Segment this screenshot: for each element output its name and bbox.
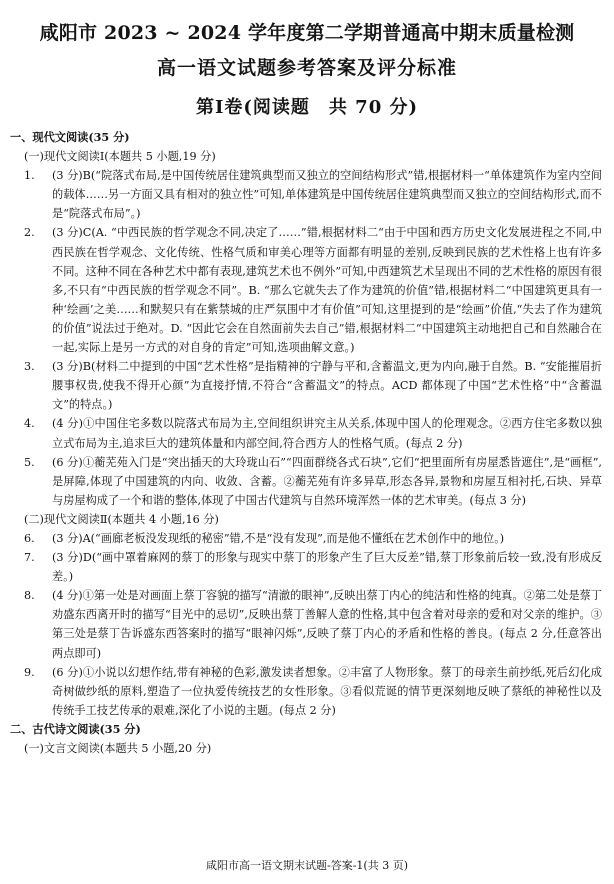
answer-key-title: 高一语文试题参考答案及评分标准	[156, 57, 457, 79]
volume-title: 第Ⅰ卷(阅读题 共 70 分)	[195, 97, 419, 118]
subsection-heading-reading-1: (一)现代文阅读Ⅰ(本题共 5 小题,19 分)	[24, 150, 216, 164]
question-5	[10, 453, 604, 510]
question-4	[10, 414, 604, 452]
question-answer: (3 分)D(“画中罩着麻网的蔡丁的形象与现实中蔡丁的形象产生了巨大反差”错,蔡丁形象前后较一致,没有形成反差。)	[52, 551, 602, 584]
answer-content	[10, 128, 604, 758]
question-answer: (4 分)①第一处是对画面上蔡丁容貌的描写“清澈的眼神”,反映出蔡丁内心的纯洁和性格的纯真。②第二处是蔡丁劝盛东西离开时的描写“目光中的忌切”,反映出蔡丁善解人意的性格,其中包含着对母亲的爱和对父亲的维护。③第三处是蔡丁告诉盛东西答案时的描写“眼神闪烁”,反映了蔡丁内心的矛盾和性格的善良。(每点 2 分,任意答出两点即可)	[52, 589, 602, 660]
question-1	[10, 166, 604, 223]
question-number: 3.	[24, 360, 35, 374]
question-6	[10, 529, 604, 548]
question-answer: (3 分)C(A. “中西民族的哲学观念不同,决定了……”错,根据材料二“由于中国和西方历史文化发展进程之不同,中西民族在哲学观念、文化传统、性格气质和审美心理等方面都有明显的差别,反映到民族的艺术性格上也有许多不同。这种不同在各种艺术中都有表现,建筑艺术也不例外”可知,中西建筑艺术呈现出不同的艺术性格的原因有很多,不只有“中西民族的哲学观念不同”。B. “那么它就失去了作为建筑的价值”错,根据材料二“中国建筑更具有一种‘绘画’之美……和默契只有在紫禁城的庄严氛围中才有价值”可知,这里提到的是“绘画”价值,“失去了作为建筑的价值”说法过于绝对。D. “因此它会在自然面前失去自己”错,根据材料二“中国建筑主动地把自己和自然融合在一起,实际上是另一方式的对自身的肯定”可知,选项曲解文意。)	[52, 226, 602, 355]
question-3	[10, 357, 604, 414]
question-number: 2.	[24, 226, 35, 240]
question-answer: (4 分)①中国住宅多数以院落式布局为主,空间组织讲究主从关系,体现中国人的伦理观念。②西方住宅多数以独立式布局为主,追求巨大的建筑体量和内部空间,符合西方人的性格气质。(每点 2 分)	[52, 417, 602, 450]
question-number: 5.	[24, 455, 35, 469]
question-number: 7.	[24, 551, 35, 565]
question-number: 9.	[24, 665, 35, 679]
question-answer: (3 分)B(材料二中提到的中国“艺术性格”是指精神的宁静与平和,含蓄温文,更为内向,融于自然。B. “安能摧眉折腰事权贵,使我不得开心颜”为直接抒情,不符合“含蓄温文”的特点。ACD 都体现了中国“艺术性格”中“含蓄温文”的特点。)	[52, 360, 602, 412]
question-answer: (6 分)①小说以幻想作结,带有神秘的色彩,激发读者想象。②丰富了人物形象。蔡丁的母亲生前抄纸,死后幻化成奇树做纱纸的原料,塑造了一位执爱传统技艺的女性形象。③看似荒诞的情节更深刻地反映了蔡纸的神秘性以及传统手工技艺传承的艰难,深化了小说的主题。(每点 2 分)	[52, 665, 602, 717]
question-answer: (6 分)①蘅芜苑入门是“突出插天的大玲珑山石”“四面群绕各式石块”,它们“把里面所有房屋悉皆遮住”,是“画框”,是屏障,体现了中国建筑的内向、收敛、含蓄。②蘅芜苑有许多异草,形态各异,景物和房屋互相衬托,石块、异草与房屋构成了一个和谐的整体,体现了中国古代建筑与自然环境浑然一体的艺术审美。(每点 3 分)	[52, 455, 602, 507]
question-9	[10, 663, 604, 720]
question-8	[10, 586, 604, 662]
question-2	[10, 223, 604, 357]
section-heading-modern-reading: 一、现代文阅读(35 分)	[10, 130, 130, 144]
exam-title: 咸阳市 2023 ~ 2024 学年度第二学期普通高中期末质量检测	[39, 22, 575, 44]
subsection-heading-classical-1: (一)文言文阅读(本题共 5 小题,20 分)	[24, 742, 212, 755]
subsection-heading-reading-2: (二)现代文阅读Ⅱ(本题共 4 小题,16 分)	[24, 512, 219, 526]
question-7	[10, 548, 604, 586]
question-number: 6.	[24, 531, 35, 545]
page-footer: 咸阳市高一语文期末试题-答案-1(共 3 页)	[205, 859, 408, 872]
question-number: 8.	[24, 589, 35, 603]
section-heading-classical-reading: 二、古代诗文阅读(35 分)	[10, 721, 141, 736]
question-number: 1.	[24, 169, 35, 183]
question-answer: (3 分)B(“院落式布局,是中国传统居住建筑典型而又独立的空间结构形式”错,根据材料一“单体建筑作为室内空间的载体……另一方面又具有相对的独立性”可知,单体建筑是中国传统居住建筑典型而又独立的空间结构形式,而不是“院落式布局”。)	[52, 169, 602, 221]
question-answer: (3 分)A(“画廊老板没发现纸的秘密”错,不是“没有发现”,而是他不懂纸在艺术创作中的地位。)	[52, 531, 505, 545]
question-number: 4.	[24, 417, 35, 431]
